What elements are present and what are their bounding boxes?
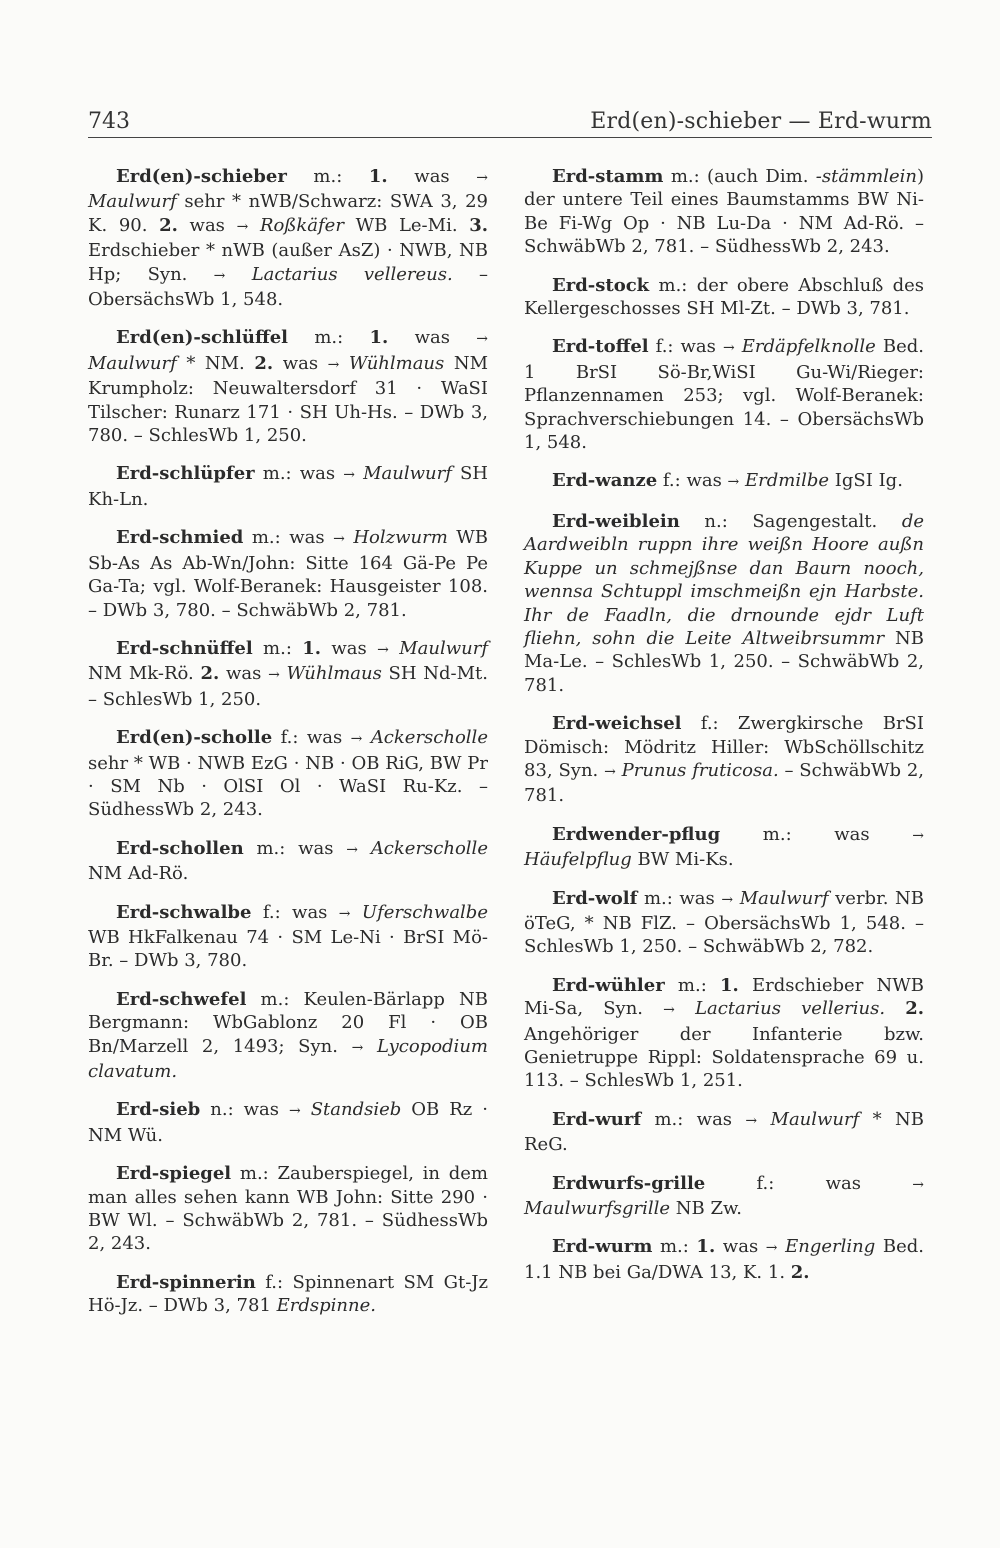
entry-text [733, 888, 740, 909]
dictionary-entry [524, 1235, 924, 1284]
italic-text: Prunus fruticosa. [621, 759, 779, 781]
dictionary-entry [88, 1162, 488, 1256]
dictionary-entry [524, 165, 924, 259]
entry-text [301, 1099, 311, 1120]
dictionary-entry [524, 510, 924, 697]
italic-text: Maulwurf [88, 352, 177, 374]
entry-text: BW Mi-Ks. [631, 849, 734, 871]
entry-headword: Erd-schnüffel [116, 637, 253, 659]
italic-text: -stämmlein [815, 166, 917, 187]
entry-text: * NM. [176, 352, 255, 374]
italic-text: Maulwurf [363, 463, 452, 485]
entry-text: m.: [252, 637, 303, 659]
entry-headword: Erd-schwalbe [116, 901, 252, 923]
cross-reference-arrow-icon: → [912, 827, 924, 844]
entry-text: NM Mk-Rö. [88, 663, 201, 685]
entry-headword: Erd-schlüpfer [116, 463, 255, 485]
dictionary-entry [88, 526, 488, 622]
dictionary-entry [88, 1098, 488, 1147]
left-column [88, 165, 488, 1333]
italic-text: Maulwurf [88, 191, 177, 213]
entry-headword: Erd-spiegel [116, 1163, 232, 1185]
entry-text: sehr * WB · NWB EzG · NB · OB RiG, BW Pr · SM Nb · OlSI Ol · WaSI Ru-Kz. – SüdhessWb 2, 243. [88, 752, 488, 821]
italic-text: Häufelpflug [524, 849, 632, 871]
italic-text: Maulwurfsgrille [524, 1198, 671, 1220]
cross-reference-arrow-icon: → [604, 763, 616, 780]
entry-headword: Erd(en)-schlüffel [116, 327, 289, 349]
italic-text: Maulwurf [399, 637, 488, 659]
entry-headword: Erd-wühler [552, 974, 665, 996]
entry-text: OB Rz · NM Wü. [88, 1099, 488, 1146]
italic-text: Wühlmaus [348, 352, 445, 374]
entry-text: Angehöriger der Infanterie bzw. Genietruppe Rippl: Soldatensprache 69 u. 113. – SchlesWb 1, 251. [524, 1023, 924, 1092]
entry-headword: Erd-wurm [552, 1236, 653, 1258]
entry-text: ) der untere Teil eines Baumstamms BW Ni-Be Fi-Wg Op · NB Lu-Da · NM Ad-Rö. – SchwäbWb 2, 781. – SüdhessWb 2, 243. [524, 166, 924, 258]
entry-text: was [388, 327, 477, 349]
entry-text: m.: (auch Dim. [663, 166, 816, 187]
entry-text: was [219, 663, 269, 685]
italic-text: Engerling [785, 1236, 876, 1258]
entry-text [362, 727, 370, 748]
dictionary-entry [524, 974, 924, 1093]
cross-reference-arrow-icon: → [333, 531, 345, 548]
entry-text [351, 902, 362, 923]
entry-text: was [321, 637, 378, 659]
sense-number: 1. [719, 974, 739, 996]
entry-text [339, 353, 349, 374]
cross-reference-arrow-icon: → [722, 340, 735, 357]
entry-text: WB Sb-As As Ab-Wn/John: Sitte 164 Gä-Pe Pe Ga-Ta; vgl. Wolf-Beranek: Hausgeister 108. – DWb 3, 780. – SchwäbWb 2, 781. [88, 527, 488, 621]
entry-text: was [387, 166, 477, 187]
cross-reference-arrow-icon: → [327, 356, 340, 373]
entry-text [225, 264, 251, 285]
entry-text: Bed. 1 BrSI Sö-Br,WiSI Gu-Wi/Rieger: Pflanzennamen 253; vgl. Wolf-Beranek: Sprachverschiebungen 14. – ObersächsWb 1, 548. [524, 336, 924, 454]
dictionary-entry [88, 837, 488, 886]
entry-text [885, 998, 905, 1019]
entry-text: m.: [652, 1236, 697, 1258]
sense-number: 2. [254, 352, 274, 374]
entry-text: f.: was [272, 727, 351, 749]
entry-text: SH Nd-Mt. – SchlesWb 1, 250. [88, 663, 489, 710]
entry-text: n.: was [200, 1099, 289, 1121]
entry-text [778, 1236, 786, 1257]
sense-number: 2. [905, 998, 924, 1020]
cross-reference-arrow-icon: → [912, 1176, 924, 1193]
cross-reference-arrow-icon: → [268, 667, 280, 684]
entry-headword: Erd-schwefel [116, 988, 247, 1010]
cross-reference-arrow-icon: → [346, 841, 359, 858]
entry-text: NB Ma-Le. – SchlesWb 1, 250. – SchwäbWb 2, 781. [524, 627, 925, 696]
entry-text: f.: Zwergkirsche BrSI Dömisch: Mödritz Hiller: WbSchöllschitz 83, Syn. [524, 713, 924, 781]
entry-text: * NB ReG. [524, 1108, 924, 1156]
dictionary-entry [88, 1271, 488, 1318]
entry-text: NB Zw. [670, 1198, 742, 1220]
entry-text: SH Kh-Ln. [88, 463, 488, 510]
entry-text [248, 215, 260, 236]
italic-text: Roßkäfer [259, 214, 344, 236]
entry-text: WB Le-Mi. [343, 214, 470, 236]
entry-text: IgSI Ig. [829, 470, 903, 492]
cross-reference-arrow-icon: → [350, 731, 363, 748]
entry-text [358, 838, 371, 859]
entry-text: m.: [286, 166, 369, 187]
entry-headword: Erd-sieb [116, 1099, 201, 1121]
entry-headword: Erd-stock [552, 274, 650, 296]
dictionary-entry [524, 274, 924, 321]
entry-text: was [177, 214, 237, 236]
cross-reference-arrow-icon: → [288, 1103, 301, 1120]
dictionary-entry [88, 988, 488, 1084]
italic-text: Maulwurf [770, 1108, 860, 1130]
italic-text: Lactarius vellerius. [695, 998, 886, 1020]
entry-text: m.: [288, 327, 370, 349]
right-column [524, 165, 924, 1299]
entry-text [757, 1109, 770, 1130]
entry-text: n.: Sagengestalt. [679, 510, 902, 532]
cross-reference-arrow-icon: → [765, 1240, 778, 1257]
italic-text: Erdäpfelknolle [741, 336, 876, 358]
entry-text: f.: was [648, 336, 723, 358]
cross-reference-arrow-icon: → [476, 331, 488, 348]
dictionary-entry [88, 901, 488, 973]
italic-text: Standsieb [310, 1099, 402, 1121]
entry-text: m.: was [637, 887, 722, 909]
cross-reference-arrow-icon: → [727, 474, 740, 491]
entry-text [280, 663, 287, 684]
running-header [88, 103, 932, 138]
entry-headword: Erd-weiblein [552, 510, 680, 532]
dictionary-entry [524, 712, 924, 808]
entry-headword: Erd-weichsel [552, 713, 682, 735]
entry-headword: Erd-spinnerin [116, 1271, 256, 1293]
sense-number: 2. [200, 663, 220, 685]
italic-text: Maulwurf [739, 887, 829, 909]
sense-number: 2. [159, 214, 178, 236]
entry-text [363, 1036, 377, 1057]
italic-text: Erdmilbe [745, 470, 830, 492]
entry-headword: Erd-schmied [116, 527, 244, 549]
cross-reference-arrow-icon: → [721, 891, 734, 908]
cross-reference-arrow-icon: → [745, 1112, 758, 1129]
entry-text: – ObersächsWb 1, 548. [88, 263, 488, 311]
entry-text: m.: was [243, 837, 347, 859]
italic-text: Ackerscholle [370, 727, 488, 749]
entry-text: – SchwäbWb 2, 781. [524, 759, 924, 807]
dictionary-entry [524, 887, 924, 959]
dictionary-entry [524, 1172, 924, 1221]
entry-text [735, 336, 742, 357]
entry-text: NM Krumpholz: Neuwaltersdorf 31 · WaSI Tilscher: Runarz 171 · SH Uh-Hs. – DWb 3, 780. – SchlesWb 1, 250. [88, 352, 488, 447]
dictionary-entry [524, 335, 924, 454]
entry-text: Erdschieber * nWB (außer AsZ) · NWB, NB Hp; Syn. [88, 240, 488, 285]
entry-text: was [715, 1236, 766, 1258]
sense-number: 2. [790, 1261, 810, 1283]
entry-headword: Erd-wanze [552, 470, 658, 492]
entry-headword: Erdwurfs-grille [552, 1172, 706, 1194]
dictionary-entry [88, 326, 488, 447]
entry-text [389, 638, 399, 659]
dictionary-entry [524, 823, 924, 872]
cross-reference-arrow-icon: → [343, 467, 355, 484]
entry-text [675, 998, 695, 1019]
entry-text: f.: was [251, 901, 339, 923]
entry-text: Bed. 1.1 NB bei Ga/DWA 13, K. 1. [524, 1236, 924, 1283]
cross-reference-arrow-icon: → [213, 267, 226, 284]
sense-number: 1. [696, 1236, 716, 1258]
sense-number: 1. [369, 327, 389, 349]
entry-text: Erdschieber NWB Mi-Sa, Syn. [524, 974, 924, 1020]
italic-text: Holzwurm [353, 527, 448, 549]
italic-text: Erdspinne. [276, 1295, 376, 1317]
italic-text: de Aardweibln ruppn ihre weißn Hoore außn Kuppe un schmejßnse dan Baurn nooch, wennsa Schtuppl imschmeißn ejn Harbste. Ihr de Faadln, die drnounde ejdr Luft fliehn, sohn die Leite Altweibrsummr [524, 510, 924, 649]
dictionary-entry [524, 469, 924, 494]
dictionary-entry [88, 637, 488, 711]
entry-headword: Erd-stamm [552, 166, 664, 187]
entry-text: WB HkFalkenau 74 · SM Le-Ni · BrSI Mö-Br. – DWb 3, 780. [88, 926, 488, 972]
cross-reference-arrow-icon: → [351, 1039, 364, 1056]
italic-text: Wühlmaus [286, 663, 382, 685]
dictionary-entry [88, 726, 488, 822]
entry-text: m.: Keulen-Bärlapp NB Bergmann: WbGablonz 20 Fl · OB Bn/Marzell 2, 1493; Syn. [88, 988, 488, 1057]
italic-text: Ackerscholle [370, 837, 488, 859]
sense-number: 3. [469, 214, 488, 236]
italic-text: Uferschwalbe [361, 901, 488, 923]
entry-headword: Erd-wurf [552, 1108, 642, 1130]
italic-text: Lactarius vellereus. [251, 263, 453, 285]
entry-text: m.: [664, 974, 720, 996]
dictionary-entry [524, 1108, 924, 1157]
entry-headword: Erd(en)-schieber [116, 166, 287, 187]
entry-text: m.: was [641, 1108, 746, 1130]
cross-reference-arrow-icon: → [236, 218, 249, 235]
entry-text: m.: was [243, 527, 334, 549]
cross-reference-arrow-icon: → [377, 641, 389, 658]
entry-text: m.: was [720, 823, 913, 845]
entry-text [355, 463, 363, 484]
entry-headword: Erd-schollen [116, 837, 244, 859]
entry-headword: Erd(en)-scholle [116, 727, 273, 749]
entry-headword: Erdwender-pflug [552, 823, 721, 845]
entry-text: NM Ad-Rö. [88, 863, 189, 885]
running-title: Erd(en)-schieber — Erd-wurm [590, 109, 932, 134]
entry-text: sehr * nWB/Schwarz: SWA 3, 29 K. 90. [88, 191, 488, 236]
italic-text: Lycopodium clavatum. [88, 1035, 488, 1082]
dictionary-entry [88, 165, 488, 311]
entry-text: f.: was [705, 1172, 913, 1194]
cross-reference-arrow-icon: → [476, 170, 488, 186]
dictionary-entry [88, 462, 488, 511]
entry-text: m.: Zauberspiegel, in dem man alles sehen kann WB John: Sitte 290 · BW Wl. – SchwäbWb 2, 781. – SüdhessWb 2, 243. [88, 1163, 488, 1255]
entry-text: was [273, 352, 328, 374]
entry-headword: Erd-wolf [552, 887, 638, 909]
entry-text: f.: Spinnenart SM Gt-Jz Hö-Jz. – DWb 3, 781 [88, 1271, 488, 1317]
entry-text: f.: was [657, 470, 728, 492]
sense-number: 1. [302, 637, 322, 659]
sense-number: 1. [368, 166, 388, 187]
page-number: 743 [88, 109, 130, 134]
entry-text: verbr. NB öTeG, * NB FlZ. – ObersächsWb 1, 548. – SchlesWb 1, 250. – SchwäbWb 2, 782. [524, 887, 924, 958]
entry-headword: Erd-toffel [552, 336, 649, 358]
entry-text: m.: was [254, 463, 344, 485]
cross-reference-arrow-icon: → [663, 1002, 675, 1019]
cross-reference-arrow-icon: → [338, 905, 351, 922]
entry-text: m.: der obere Abschluß des Kellergeschosses SH Ml-Zt. – DWb 3, 781. [524, 274, 924, 320]
